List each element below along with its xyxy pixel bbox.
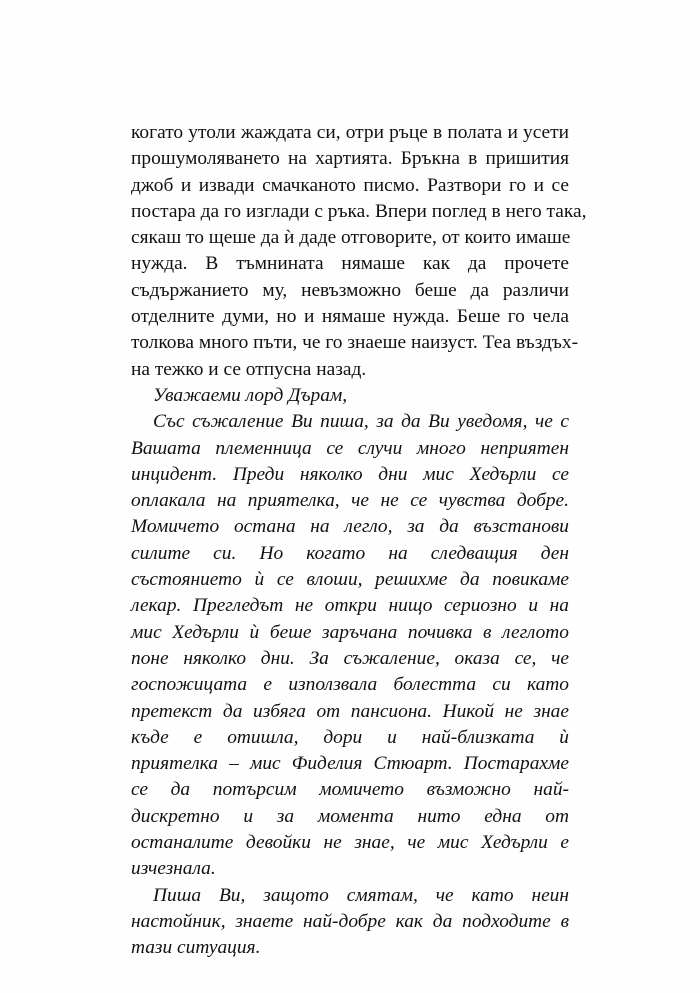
text-line: Уважаеми лорд Дърам, [153,384,348,406]
text-line: Вашата племенница се случи много неприятен [131,437,569,459]
letter-paragraph [131,883,569,962]
text-line: приятелка – мис Фиделия Стюарт. Постарахме [131,753,569,775]
text-line: къде е отишла, дори и най-близката ѝ [131,726,569,748]
narrative-paragraph [131,120,587,383]
text-line: инцидент. Преди няколко дни мис Хедърли се [131,463,569,485]
text-line: състоянието ѝ се влоши, решихме да повикаме [131,569,569,591]
page-text [131,120,587,962]
text-line: Със съжаление Ви пиша, за да Ви уведомя, че с [153,411,569,433]
text-line: нужда. В тъмнината нямаше как да прочете [131,253,569,275]
text-line: прошумоляването на хартията. Бръкна в пришития [131,148,569,170]
text-line: тази ситуация. [131,937,261,959]
letter-paragraph [131,409,569,882]
letter-salutation [131,383,569,409]
text-line: настойник, знаете най-добре как да подходите в [131,910,569,932]
text-line: госпожицата е използвала болестта си като [131,674,569,696]
text-line: джоб и извади смачканото писмо. Разтвори го и се [131,174,569,196]
text-line: Пиша Ви, защото смятам, че като неин [153,884,569,906]
text-line: съдържанието му, невъзможно беше да различи [131,279,569,301]
text-line: отделните думи, но и нямаше нужда. Беше го чела [131,306,569,328]
text-line: поне няколко дни. За съжаление, оказа се, че [131,647,569,669]
text-line: когато утоли жаждата си, отри ръце в полата и усети [131,122,569,143]
text-line: претекст да избяга от пансиона. Никой не знае [131,700,569,722]
text-line: сякаш то щеше да ѝ даде отговорите, от които имаше [131,227,571,249]
text-line: останалите девойки не знае, че мис Хедърли е [131,832,569,854]
text-line: Момичето остана на легло, за да възстанови [131,516,569,538]
text-line: дискретно и за момента нито една от [131,805,569,827]
text-line: толкова много пъти, че го знаеше наизуст. Теа въздъх- [131,332,579,354]
text-line: лекар. Прегледът не откри нищо сериозно и на [131,595,569,617]
text-line: постара да го изглади с ръка. Впери поглед в него така, [131,200,587,222]
text-line: оплакала на приятелка, че не се чувства добре. [131,490,569,512]
text-line: се да потърсим момичето възможно най- [131,779,569,801]
text-line: на тежко и се отпусна назад. [131,358,367,380]
text-line: силите си. Но когато на следващия ден [131,542,569,564]
text-line: мис Хедърли ѝ беше заръчана почивка в леглото [131,621,569,643]
text-line: изчезнала. [131,858,216,880]
